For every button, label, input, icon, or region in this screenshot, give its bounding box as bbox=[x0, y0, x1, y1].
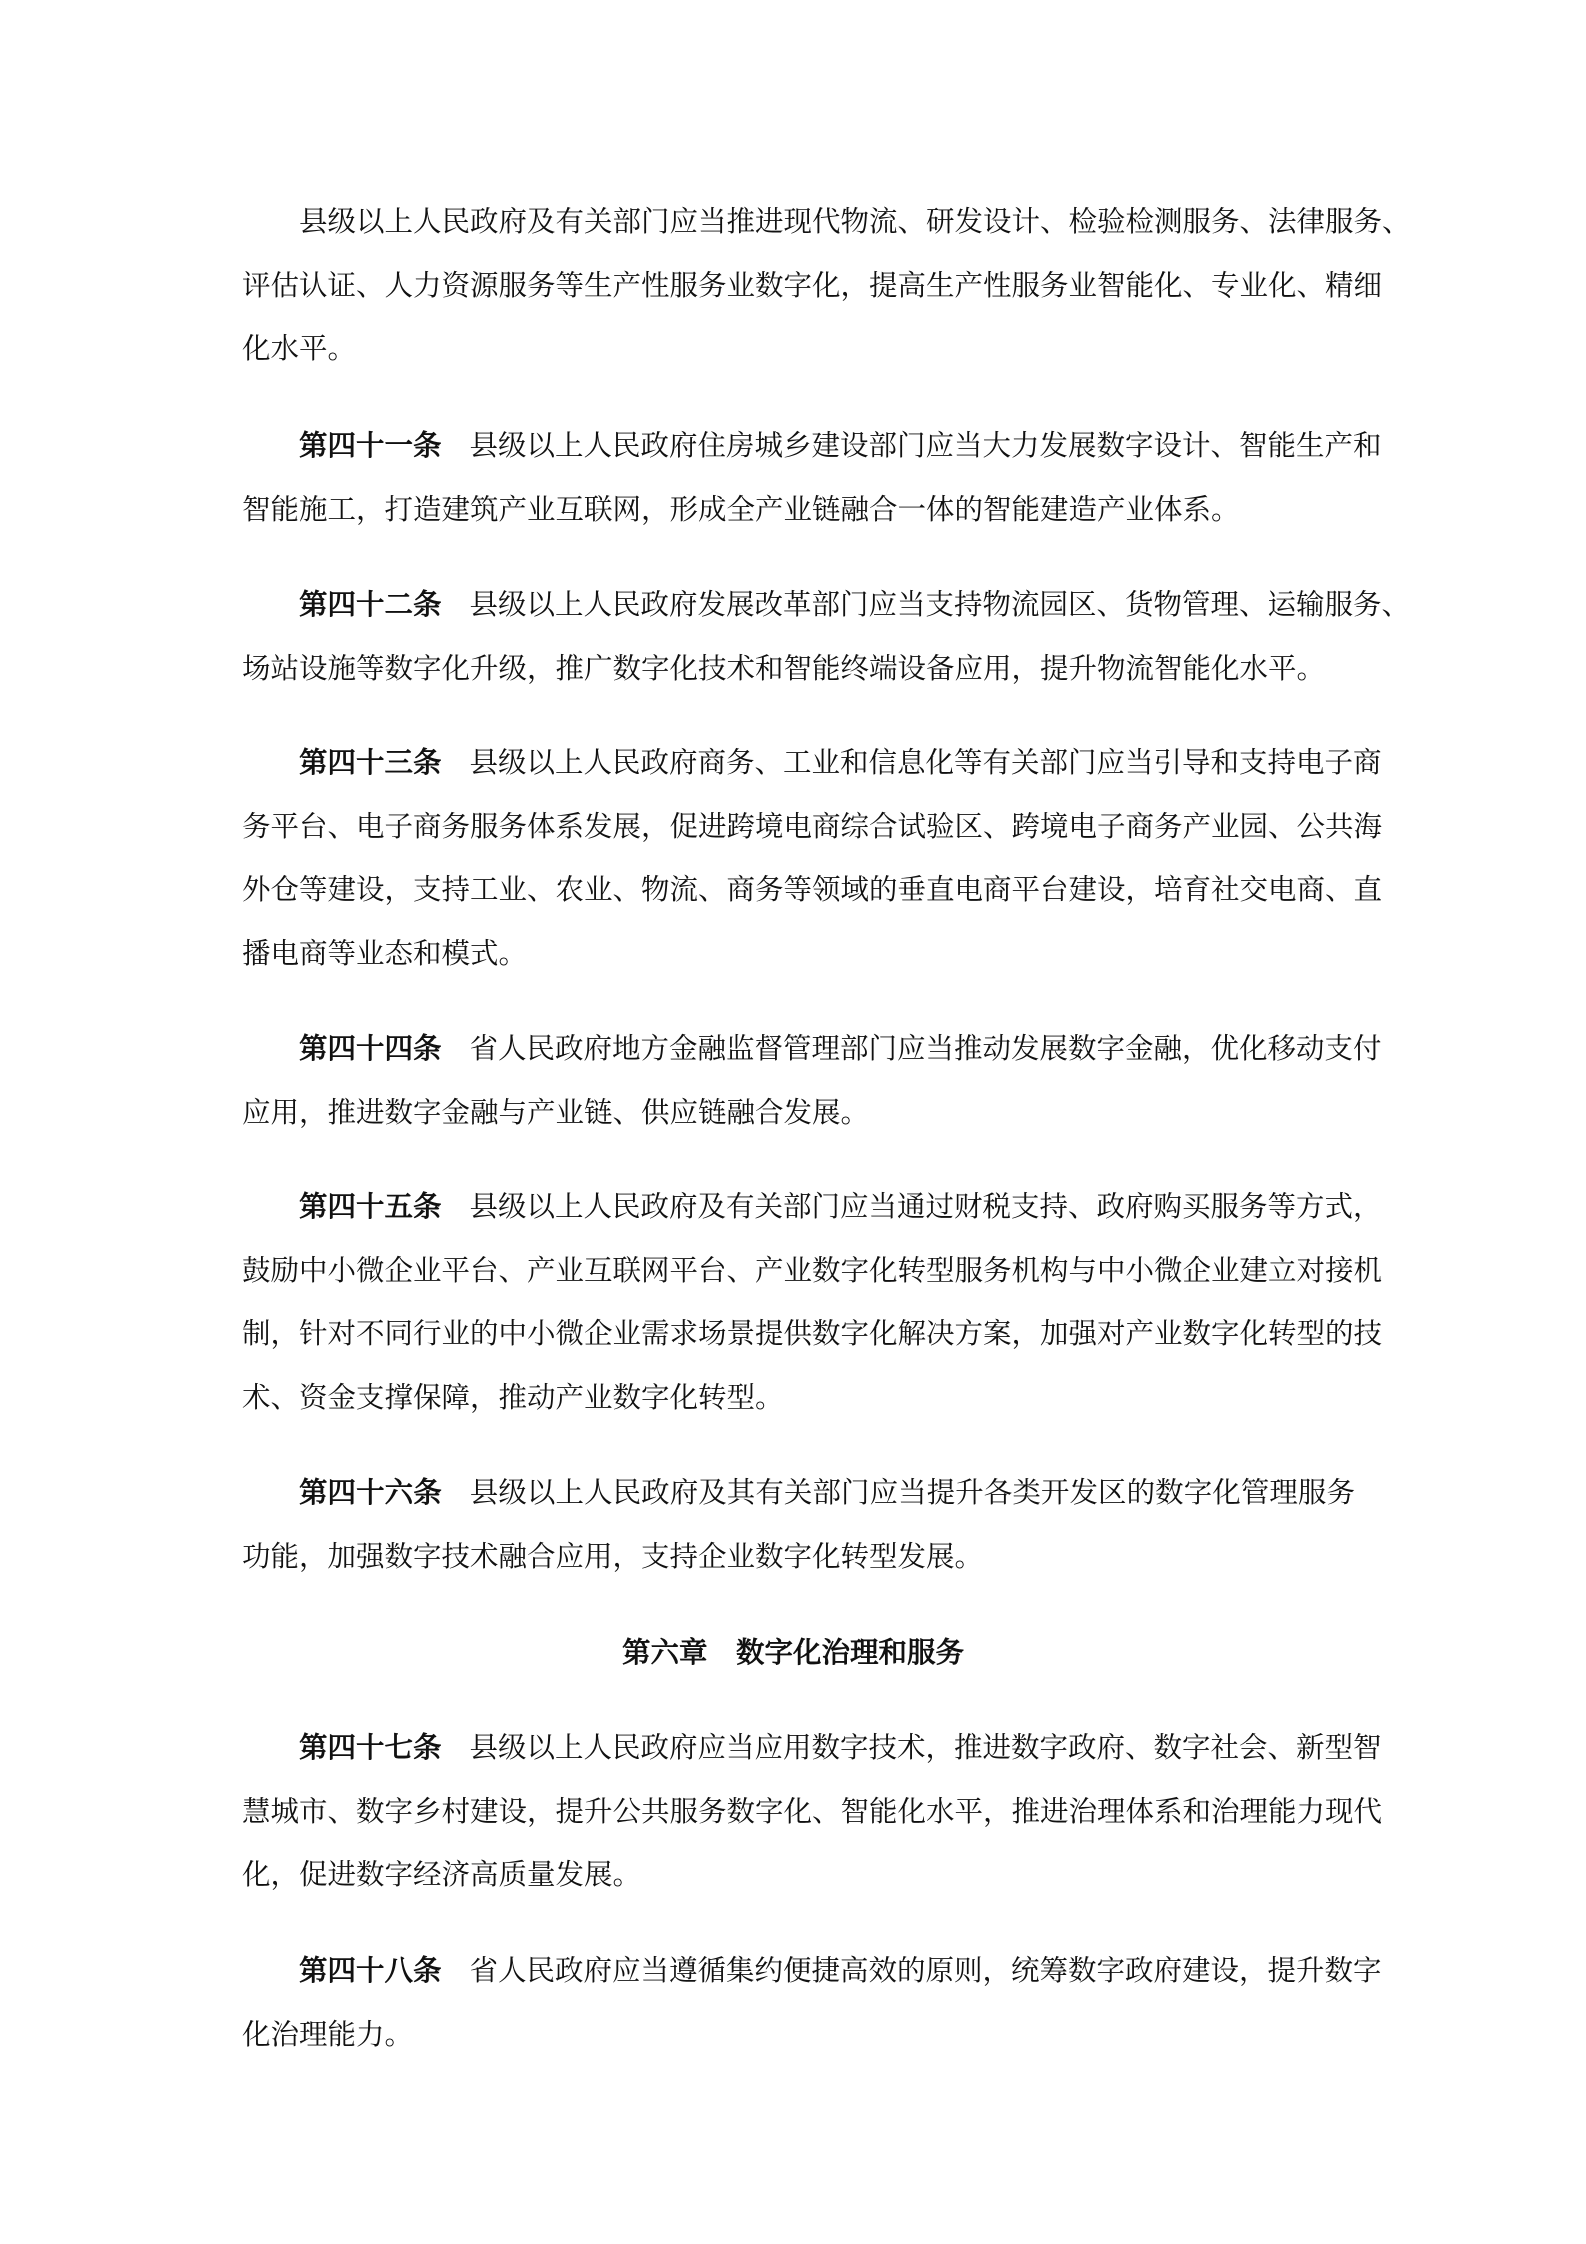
article-label: 第四十五条 bbox=[299, 1192, 442, 1223]
line-text: 制，针对不同行业的中小微企业需求场景提供数字化解决方案，加强对产业数字化转型的技 bbox=[242, 1319, 1383, 1350]
line-text: 慧城市、数字乡村建设，提升公共服务数字化、智能化水平，推进治理体系和治理能力现代 bbox=[242, 1796, 1383, 1828]
line-text: 化，促进数字经济高质量发展。 bbox=[242, 1860, 642, 1891]
paragraph-line bbox=[242, 732, 1382, 796]
chapter-heading: 第六章 数字化治理和服务 bbox=[621, 1638, 964, 1669]
article-paragraph bbox=[242, 1717, 1383, 1908]
paragraph-line bbox=[242, 479, 1355, 543]
line-text: 应用，推进数字金融与产业链、供应链融合发展。 bbox=[242, 1097, 870, 1129]
line-text: 务平台、电子商务服务体系发展，促进跨境电商综合试验区、跨境电子商务产业园、公共海 bbox=[242, 811, 1383, 843]
article-label: 第四十六条 bbox=[299, 1478, 442, 1509]
article-label: 第四十四条 bbox=[299, 1034, 442, 1065]
line-text: 智能施工，打造建筑产业互联网，形成全产业链融合一体的智能建造产业体系。 bbox=[242, 494, 1240, 526]
line-text: 鼓励中小微企业平台、产业互联网平台、产业数字化转型服务机构与中小微企业建立对接机 bbox=[242, 1255, 1383, 1287]
line-text: 场站设施等数字化升级，推广数字化技术和智能终端设备应用，提升物流智能化水平。 bbox=[242, 653, 1326, 685]
paragraph-line bbox=[242, 2004, 1355, 2068]
line-text: 县级以上人民政府住房城乡建设部门应当大力发展数字设计、智能生产和 bbox=[469, 431, 1382, 462]
paragraph-line bbox=[242, 574, 1411, 638]
paragraph-line bbox=[242, 1526, 1355, 1590]
line-text: 县级以上人民政府及其有关部门应当提升各类开发区的数字化管理服务 bbox=[469, 1478, 1355, 1509]
line-text: 化治理能力。 bbox=[242, 2019, 414, 2051]
paragraph-line bbox=[242, 1082, 1355, 1146]
paragraph-line bbox=[242, 1717, 1382, 1781]
paragraph-line bbox=[242, 415, 1382, 479]
paragraph-line bbox=[242, 1240, 1383, 1304]
article-paragraph bbox=[242, 1176, 1383, 1430]
paragraph-line bbox=[242, 923, 1355, 987]
article-label: 第四十二条 bbox=[299, 590, 442, 621]
line-text: 省人民政府地方金融监督管理部门应当推动发展数字金融，优化移动支付 bbox=[469, 1034, 1382, 1065]
paragraph-line bbox=[242, 1018, 1382, 1082]
line-text: 播电商等业态和模式。 bbox=[242, 938, 528, 970]
paragraph-line bbox=[242, 638, 1355, 702]
line-text: 县级以上人民政府应当应用数字技术，推进数字政府、数字社会、新型智 bbox=[469, 1733, 1382, 1764]
article-paragraph bbox=[242, 1018, 1382, 1145]
line-text: 外仓等建设，支持工业、农业、物流、商务等领域的垂直电商平台建设，培育社交电商、直 bbox=[242, 875, 1383, 906]
line-text: 术、资金支撑保障，推动产业数字化转型。 bbox=[242, 1382, 784, 1414]
paragraph-line bbox=[242, 1176, 1382, 1240]
paragraph-line bbox=[242, 1940, 1382, 2004]
article-paragraph bbox=[242, 415, 1382, 542]
line-text: 县级以上人民政府及有关部门应当推进现代物流、研发设计、检验检测服务、法律服务、 bbox=[299, 207, 1411, 238]
paragraph-line bbox=[242, 255, 1383, 319]
line-text: 省人民政府应当遵循集约便捷高效的原则，统筹数字政府建设，提升数字 bbox=[469, 1956, 1382, 1987]
paragraph-line bbox=[242, 318, 1355, 382]
article-label: 第四十八条 bbox=[299, 1956, 442, 1987]
article-paragraph bbox=[242, 732, 1383, 986]
line-text: 县级以上人民政府发展改革部门应当支持物流园区、货物管理、运输服务、 bbox=[469, 590, 1411, 621]
article-paragraph bbox=[242, 1940, 1382, 2067]
paragraph-line bbox=[242, 796, 1383, 860]
line-text: 评估认证、人力资源服务等生产性服务业数字化，提高生产性服务业智能化、专业化、精细 bbox=[242, 270, 1383, 302]
line-text: 县级以上人民政府商务、工业和信息化等有关部门应当引导和支持电子商 bbox=[469, 748, 1382, 779]
paragraph-line bbox=[242, 1367, 1355, 1431]
line-text: 功能，加强数字技术融合应用，支持企业数字化转型发展。 bbox=[242, 1541, 984, 1573]
paragraph-line bbox=[242, 1781, 1383, 1845]
paragraph-line bbox=[242, 191, 1411, 255]
article-label: 第四十三条 bbox=[299, 748, 442, 779]
line-text: 化水平。 bbox=[242, 334, 357, 365]
paragraph-line bbox=[242, 1844, 1355, 1908]
article-label: 第四十一条 bbox=[299, 431, 442, 462]
paragraph-line bbox=[242, 1462, 1355, 1526]
article-paragraph bbox=[242, 191, 1411, 382]
article-label: 第四十七条 bbox=[299, 1733, 442, 1764]
article-paragraph bbox=[242, 574, 1411, 701]
paragraph-line bbox=[242, 1303, 1383, 1367]
article-paragraph bbox=[242, 1462, 1355, 1589]
paragraph-line bbox=[242, 859, 1383, 923]
line-text: 县级以上人民政府及有关部门应当通过财税支持、政府购买服务等方式， bbox=[469, 1192, 1382, 1223]
